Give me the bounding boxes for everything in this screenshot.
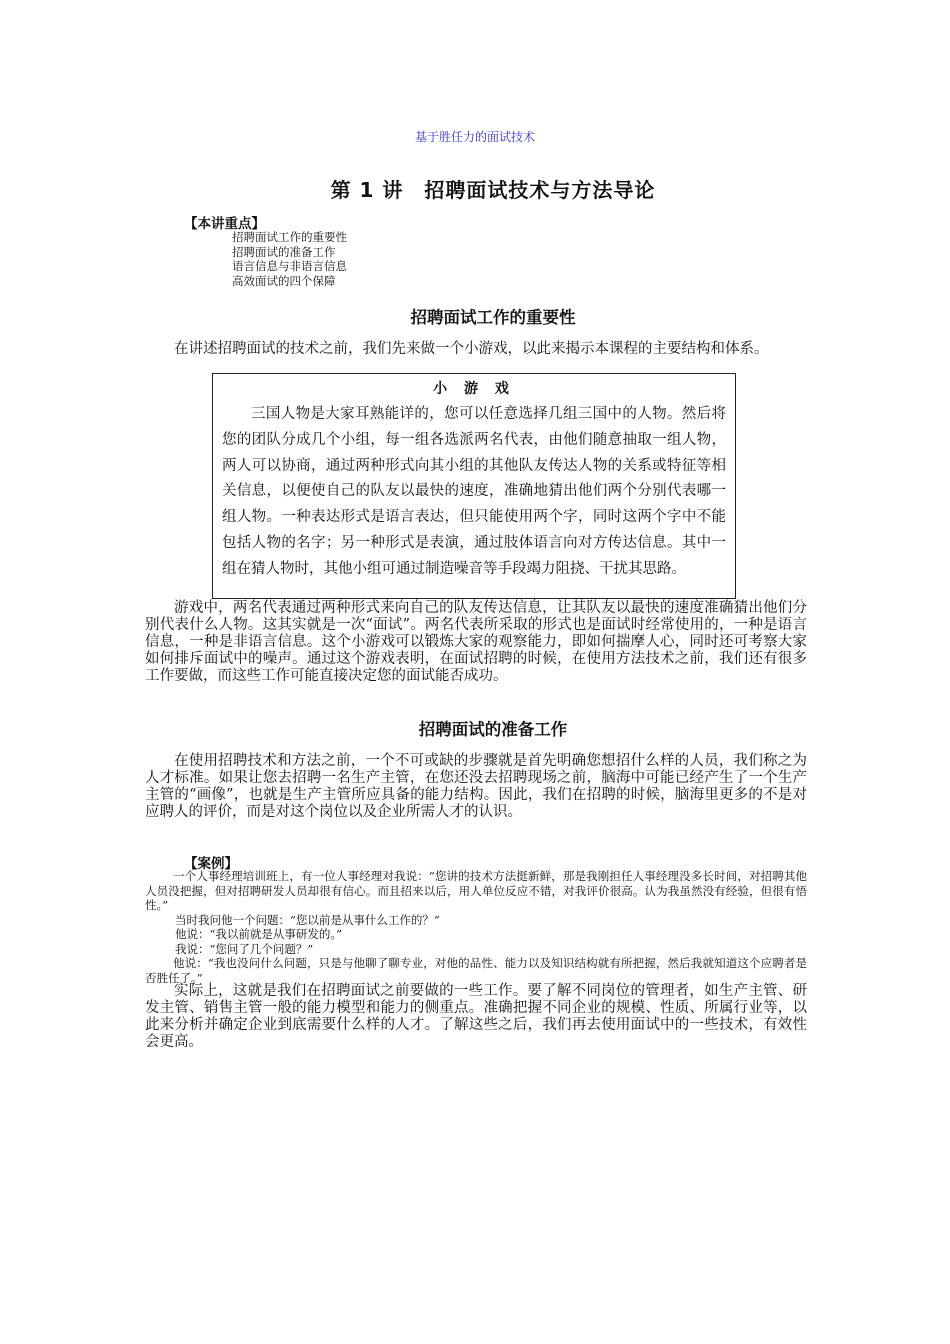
case-block [145, 869, 807, 985]
conclusion-text: 实际上，这就是我们在招聘面试之前要做的一些工作。要了解不同岗位的管理者，如生产主管、研发主管、销售主管一般的能力模型和能力的侧重点。准确把握不同企业的规模、性质、所属行业等，以此来分析并确定企业到底需要什么样的人才。了解这些之后，我们再去使用面试中的一些技术，有效性会更高。 [145, 983, 807, 1050]
game-box-title: 小 游 戏 [433, 381, 515, 397]
case-label: 【案例】 [184, 856, 238, 872]
section-heading-preparation: 招聘面试的准备工作 [418, 720, 568, 739]
case-last-line: 他说：“我也没问什么问题，只是与他聊了聊专业，对他的品性、能力以及知识结构就有所把握，然后我就知道这个应聘者是否胜任了。” [145, 956, 807, 985]
intro-text: 在讲述招聘面试的技术之前，我们先来做一个小游戏，以此来揭示本课程的主要结构和体系。 [174, 341, 769, 357]
key-point-item: 语言信息与非语言信息 [232, 259, 347, 273]
lecture-title: 第 1 讲 招聘面试技术与方法导论 [330, 178, 656, 202]
preparation-paragraph [145, 753, 807, 821]
running-header: 基于胜任力的面试技术 [414, 130, 535, 144]
game-box [212, 373, 736, 599]
key-point-item: 招聘面试的准备工作 [232, 244, 336, 259]
key-point-item: 高效面试的四个保障 [232, 273, 336, 288]
after-game-paragraph [145, 600, 807, 685]
preparation-text: 在使用招聘技术和方法之前，一个不可或缺的步骤就是首先明确您想招什么样的人员，我们称之为人才标准。如果让您去招聘一名生产主管，在您还没去招聘现场之前，脑海中可能已经产生了一个生产主管的“画像”，也就是生产主管所应具备的能力结构。因此，我们在招聘的时候，脑海里更多的不是对应聘人的评价，而是对这个岗位以及企业所需人才的认识。 [145, 753, 807, 820]
key-points-label: 【本讲重点】 [184, 216, 265, 232]
case-dialogue-line: 他说：“我以前就是从事研发的。” [175, 927, 343, 941]
case-dialogue-line: 当时我问他一个问题：“您以前是从事什么工作的？” [175, 912, 440, 927]
key-points-list [232, 230, 347, 288]
key-point-item: 招聘面试工作的重要性 [232, 230, 347, 244]
intro-paragraph [145, 341, 807, 358]
after-game-text: 游戏中，两名代表通过两种形式来向自己的队友传达信息，让其队友以最快的速度准确猜出他们分别代表什么人物。这其实就是一次“面试”。两名代表所采取的形式也是面试时经常使用的，一种是语言信息，一种是非语言信息。这个小游戏可以锻炼大家的观察能力，即如何揣摩人心，同时还可考察大家如何排斥面试中的噪声。通过这个游戏表明，在面试招聘的时候，在使用方法技术之前，我们还有很多工作要做，而这些工作可能直接决定您的面试能否成功。 [145, 600, 807, 684]
game-box-body: 三国人物是大家耳熟能详的，您可以任意选择几组三国中的人物。然后将您的团队分成几个小组，每一组各选派两名代表，由他们随意抽取一组人物，两人可以协商，通过两种形式向其小组的其他队友传达人物的关系或特征等相关信息，以便使自己的队友以最快的速度，准确地猜出他们两个分别代表哪一组人物。一种表达形式是语言表达，但只能使用两个字，同时这两个字中不能包括人物的名字；另一种形式是表演，通过肢体语言向对方传达信息。其中一组在猜人物时，其他小组可通过制造噪音等手段竭力阻挠、干扰其思路。 [222, 406, 726, 577]
conclusion-paragraph [145, 983, 807, 1051]
section-heading-importance: 招聘面试工作的重要性 [410, 308, 576, 327]
case-dialogue-line: 我说：“您问了几个问题？” [175, 941, 314, 956]
case-intro: 一个人事经理培训班上，有一位人事经理对我说：“您讲的技术方法挺新鲜，那是我刚担任人事经理没多长时间，对招聘其他人员没把握，但对招聘研发人员却很有信心。而且招来以后，用人单位反应不错，对我评价很高。认为我虽然没有经验，但很有悟性。” [145, 869, 807, 912]
